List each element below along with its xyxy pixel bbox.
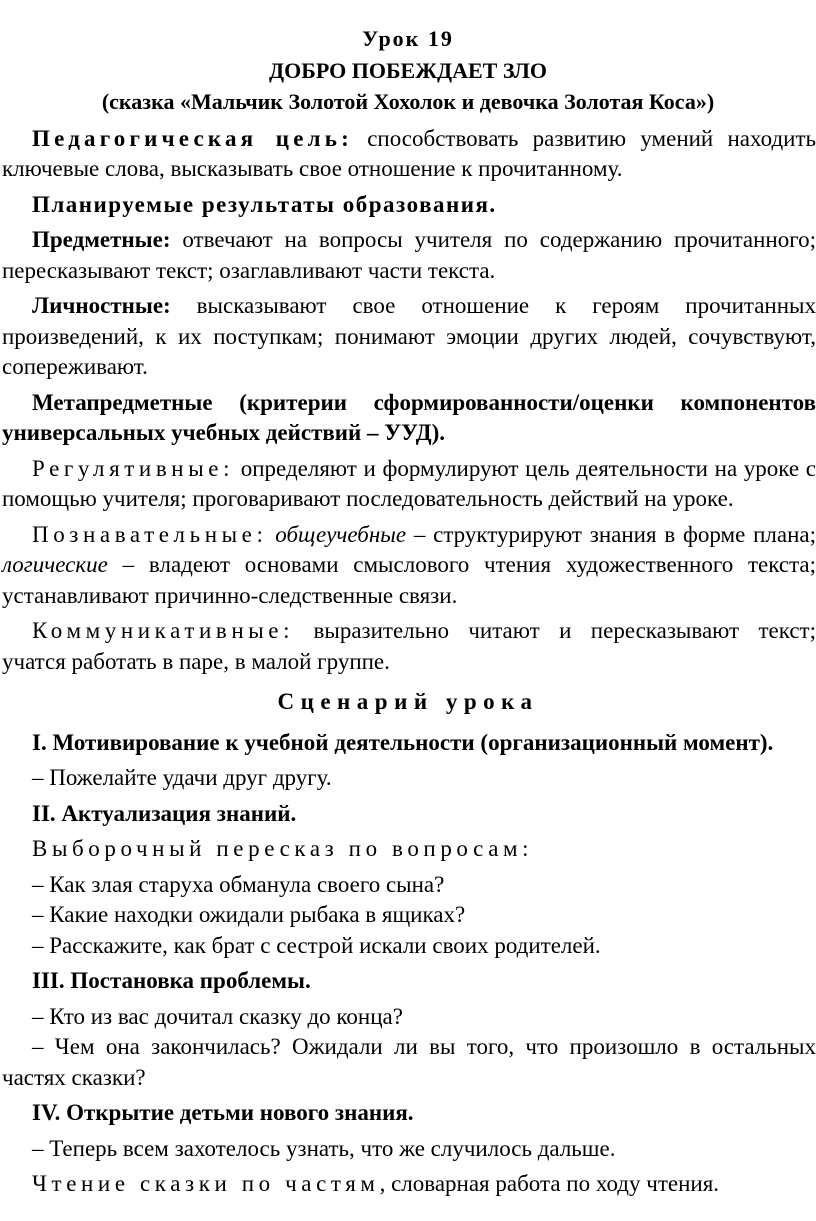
section-4-line: – Теперь всем захотелось узнать, что же случилось дальше. bbox=[32, 1135, 616, 1161]
lesson-title: ДОБРО ПОБЕЖДАЕТ ЗЛО bbox=[269, 57, 547, 83]
regulative-paragraph bbox=[0, 454, 816, 515]
cognitive-italic-general: общеучебные bbox=[275, 521, 407, 547]
subject-text: отвечают на вопросы учителя по содержанию прочитанного; пересказывают текст; озаглавливают части текста. bbox=[2, 227, 816, 283]
cognitive-text-1: – структурируют знания в форме плана; bbox=[406, 521, 816, 547]
cognitive-italic-logical: логические bbox=[2, 552, 108, 577]
subject-label: Предметные: bbox=[32, 227, 171, 252]
section-4-reading bbox=[0, 1169, 816, 1200]
goal-text: способствовать развитию умений находить ключевые слова, высказывать свое отношение к прочитанному. bbox=[2, 125, 816, 181]
personal-label: Личностные: bbox=[32, 293, 171, 318]
communicative-label: Коммуникативные: bbox=[32, 618, 295, 643]
regulative-label: Регулятивные: bbox=[32, 455, 235, 481]
cognitive-label: Познавательные: bbox=[32, 521, 268, 547]
cognitive-text-2: – владеют основами смыслового чтения художественного текста; устанавливают причинно-следственные связи. bbox=[2, 552, 816, 608]
communicative-paragraph bbox=[0, 616, 816, 677]
reading-label: Чтение сказки по частям bbox=[32, 1171, 380, 1196]
subject-paragraph bbox=[0, 225, 816, 286]
personal-paragraph bbox=[0, 291, 816, 383]
section-2-line: – Расскажите, как брат с сестрой искали своих родителей. bbox=[32, 932, 601, 958]
section-2-line: – Какие находки ожидали рыбака в ящиках? bbox=[32, 902, 466, 927]
section-3-line: – Кто из вас дочитал сказку до конца? bbox=[32, 1003, 403, 1029]
meta-heading: Метапредметные (критерии сформированности/оценки компонентов универсальных учебных действий – УУД). bbox=[2, 389, 816, 445]
section-4-title: IV. Открытие детьми нового знания. bbox=[32, 1100, 414, 1125]
section-3-line: – Чем она закончилась? Ожидали ли вы того, что произошло в остальных частях сказки? bbox=[2, 1034, 816, 1090]
lesson-subtitle: (сказка «Мальчик Золотой Хохолок и девочка Золотая Коса») bbox=[101, 89, 715, 114]
section-1-title: I. Мотивирование к учебной деятельности (организационный момент). bbox=[32, 729, 774, 755]
goal-label: Педагогическая цель: bbox=[32, 125, 353, 151]
section-1-line: – Пожелайте удачи друг другу. bbox=[32, 765, 332, 790]
section-3-title: III. Постановка проблемы. bbox=[32, 968, 311, 993]
lesson-number: Урок 19 bbox=[362, 26, 454, 51]
section-2-title: II. Актуализация знаний. bbox=[32, 800, 297, 826]
results-heading: Планируемые результаты образования. bbox=[32, 191, 497, 217]
communicative-text: выразительно читают и пересказывают текст; учатся работать в паре, в малой группе. bbox=[2, 618, 816, 674]
goal-paragraph bbox=[0, 124, 816, 185]
scenario-heading: Сценарий урока bbox=[277, 689, 539, 714]
personal-text: высказывают свое отношение к героям прочитанных произведений, к их поступкам; понимают эмоции других людей, сочувствуют, сопереживают. bbox=[2, 293, 816, 379]
reading-text: , словарная работа по ходу чтения. bbox=[379, 1171, 720, 1196]
section-2-line: – Как злая старуха обманула своего сына? bbox=[32, 871, 445, 897]
cognitive-paragraph bbox=[0, 520, 816, 612]
regulative-text: определяют и формулируют цель деятельности на уроке с помощью учителя; проговаривают последовательность действий на уроке. bbox=[2, 455, 816, 511]
section-2-subheading: Выборочный пересказ по вопросам: bbox=[32, 836, 534, 861]
